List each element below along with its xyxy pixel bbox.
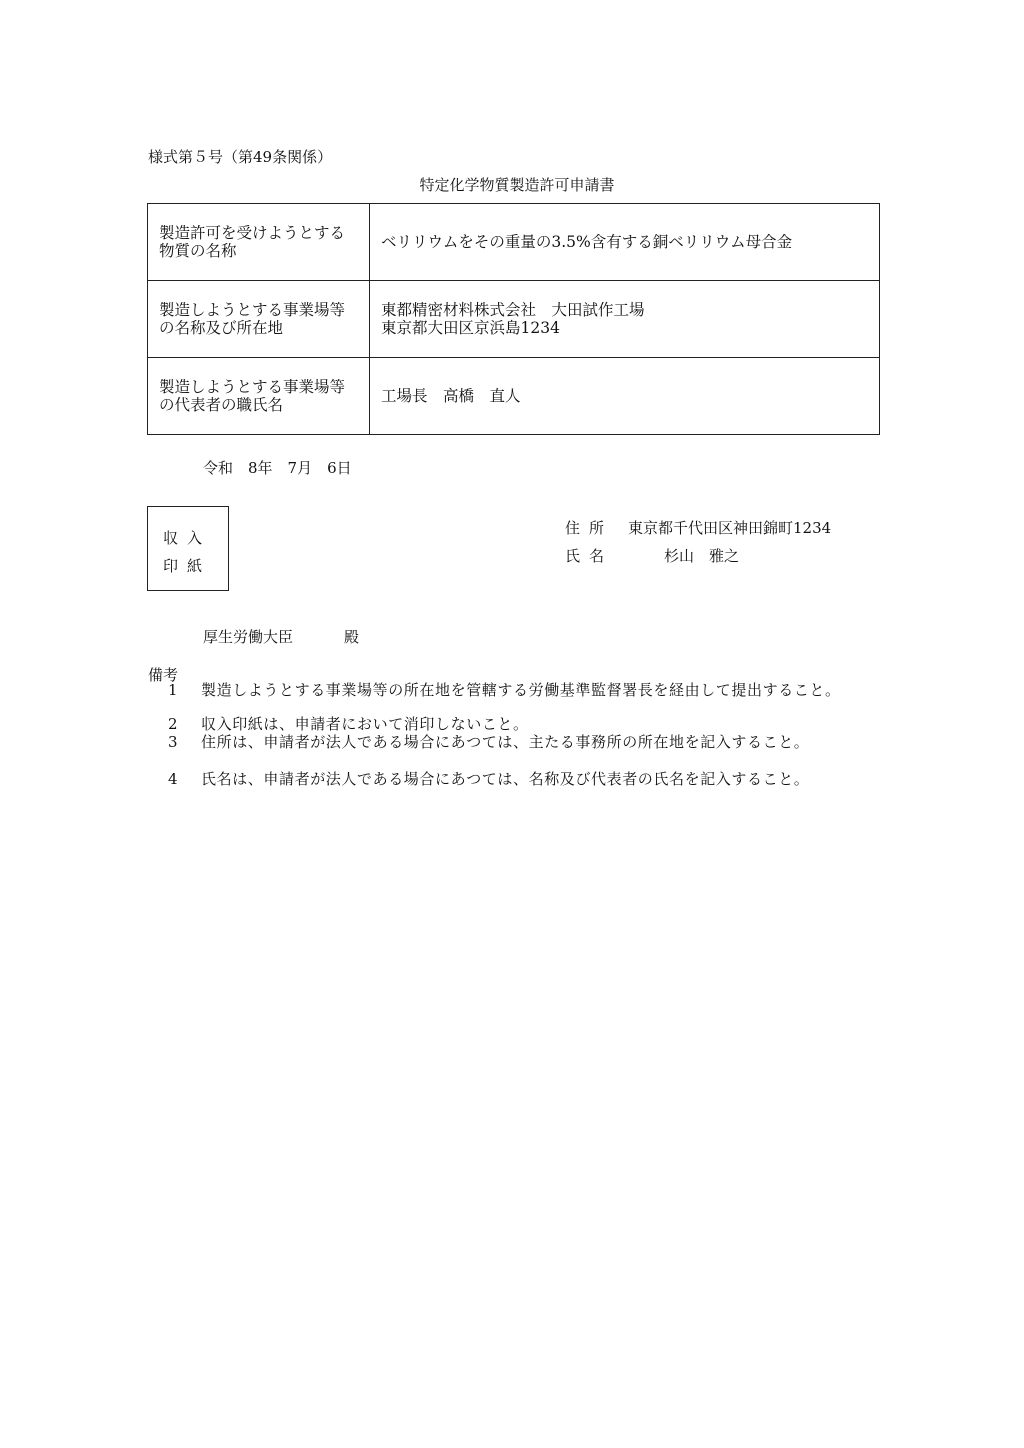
document-title: 特定化学物質製造許可申請書 — [419, 176, 615, 194]
table-row — [148, 204, 880, 281]
note-number: 3 — [168, 733, 178, 751]
substance-name-label: 製造許可を受けようとする物質の名称 — [148, 204, 370, 281]
note-text: 住所は、申請者が法人である場合にあつては、主たる事務所の所在地を記入すること。 — [201, 733, 810, 751]
note-item — [168, 771, 873, 788]
notes-heading: 備考 — [148, 666, 179, 684]
stamp-line-2: 印紙 — [163, 557, 212, 575]
stamp-line-1: 収入 — [163, 529, 212, 547]
name-label: 氏名 — [565, 547, 614, 565]
form-number: 様式第５号（第49条関係） — [148, 148, 333, 166]
name-value: 杉山 雅之 — [664, 547, 740, 565]
representative-value: 工場長 高橋 直人 — [370, 358, 880, 435]
addressee-name: 厚生労働大臣 — [203, 628, 294, 646]
note-number: 2 — [168, 715, 178, 733]
addressee-suffix: 殿 — [344, 628, 360, 646]
substance-name-value: ベリリウムをその重量の3.5%含有する銅ベリリウム母合金 — [370, 204, 880, 281]
table-row — [148, 281, 880, 358]
note-number: 1 — [168, 681, 178, 699]
note-item — [168, 716, 873, 733]
workplace-value — [370, 281, 880, 358]
address-label: 住所 — [565, 519, 614, 537]
table-row — [148, 358, 880, 435]
representative-label: 製造しようとする事業場等の代表者の職氏名 — [148, 358, 370, 435]
note-text: 収入印紙は、申請者において消印しないこと。 — [201, 715, 529, 733]
workplace-name: 東都精密材料株式会社 大田試作工場 — [381, 301, 645, 319]
workplace-address: 東京都大田区京浜島1234 — [381, 319, 560, 337]
note-text: 製造しようとする事業場等の所在地を管轄する労働基準監督署長を経由して提出すること。 — [201, 681, 841, 699]
note-text: 氏名は、申請者が法人である場合にあつては、名称及び代表者の氏名を記入すること。 — [201, 770, 810, 788]
application-table — [147, 203, 880, 435]
note-item — [168, 734, 873, 751]
note-item — [168, 682, 873, 699]
note-number: 4 — [168, 770, 178, 788]
revenue-stamp-box — [147, 506, 229, 591]
application-date: 令和 8年 7月 6日 — [203, 459, 352, 477]
workplace-label: 製造しようとする事業場等の名称及び所在地 — [148, 281, 370, 358]
address-value: 東京都千代田区神田錦町1234 — [628, 519, 832, 537]
